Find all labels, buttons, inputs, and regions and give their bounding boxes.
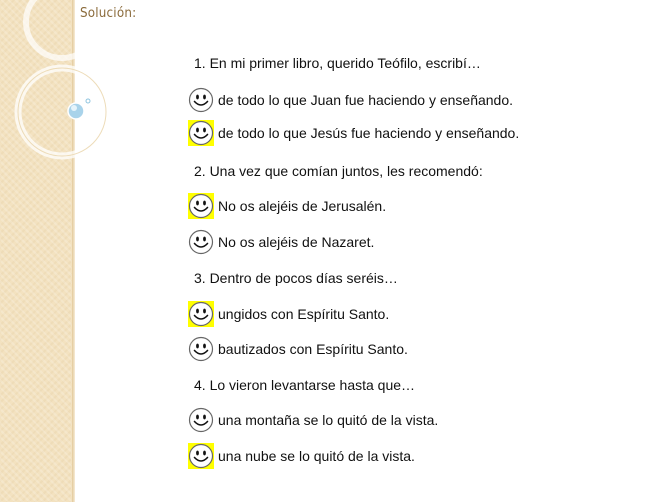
option-label: ungidos con Espíritu Santo. bbox=[218, 306, 390, 322]
option-3a[interactable] bbox=[188, 301, 389, 327]
option-4b[interactable] bbox=[188, 443, 415, 469]
question-4: 4. Lo vieron levantarse hasta que… bbox=[194, 377, 416, 393]
option-4a[interactable] bbox=[188, 407, 438, 433]
option-label: bautizados con Espíritu Santo. bbox=[218, 341, 408, 357]
smiley-icon bbox=[188, 229, 214, 255]
option-label: No os alejéis de Jerusalén. bbox=[218, 198, 387, 214]
smiley-highlighted-icon bbox=[188, 301, 214, 327]
option-2b[interactable] bbox=[188, 229, 374, 255]
option-label: una nube se lo quitó de la vista. bbox=[218, 448, 415, 464]
option-2a[interactable] bbox=[188, 193, 386, 219]
decorative-circles bbox=[0, 0, 120, 200]
question-3: 3. Dentro de pocos días seréis… bbox=[194, 270, 398, 286]
smiley-icon bbox=[188, 87, 214, 113]
option-3b[interactable] bbox=[188, 336, 408, 362]
question-1: 1. En mi primer libro, querido Teófilo, escribí… bbox=[194, 55, 481, 71]
option-label: una montaña se lo quitó de la vista. bbox=[218, 412, 439, 428]
smiley-highlighted-icon bbox=[188, 443, 214, 469]
option-1b[interactable] bbox=[188, 120, 519, 146]
smiley-icon bbox=[188, 336, 214, 362]
smiley-highlighted-icon bbox=[188, 193, 214, 219]
question-2: 2. Una vez que comían juntos, les recomendó: bbox=[194, 163, 483, 179]
option-1a[interactable] bbox=[188, 87, 513, 113]
option-label: de todo lo que Jesús fue haciendo y enseñando. bbox=[218, 125, 520, 141]
option-label: de todo lo que Juan fue haciendo y enseñando. bbox=[218, 92, 514, 108]
smiley-icon bbox=[188, 407, 214, 433]
page-title: Solución: bbox=[80, 6, 137, 21]
option-label: No os alejéis de Nazaret. bbox=[218, 234, 375, 250]
smiley-highlighted-icon bbox=[188, 120, 214, 146]
